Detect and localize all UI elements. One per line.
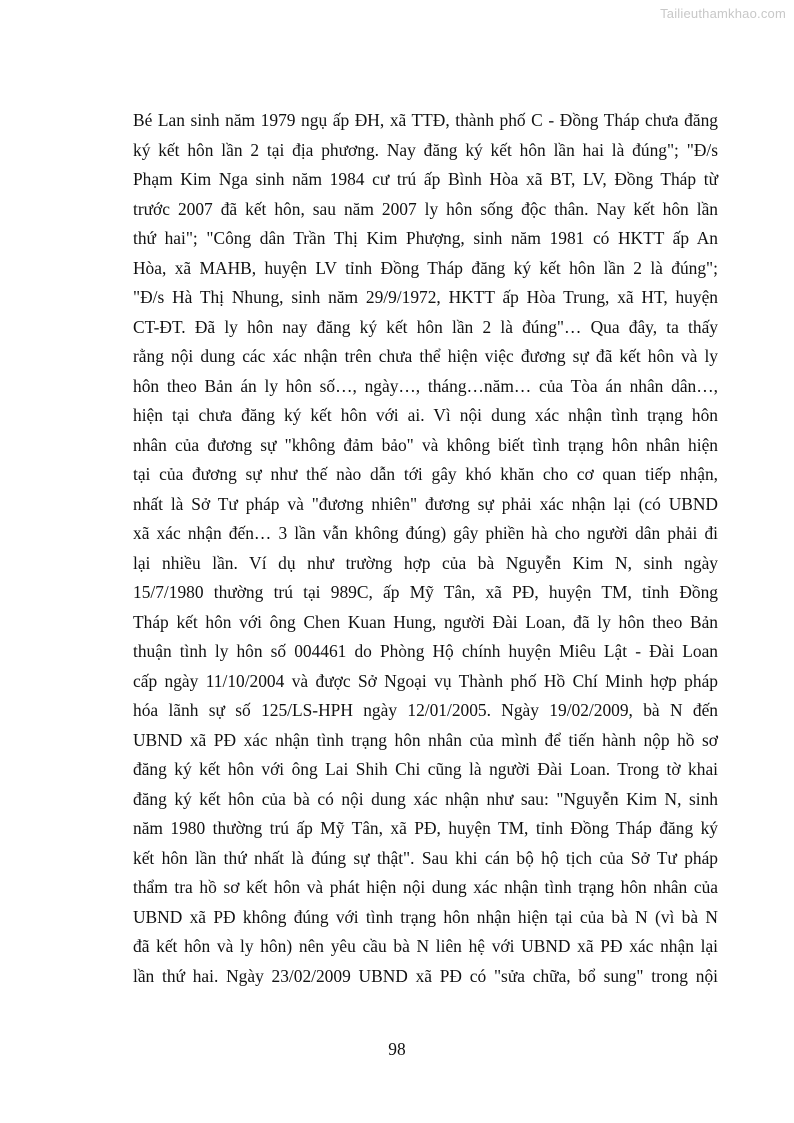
body-text-line: đăng ký kết hôn với ông Lai Shih Chi cũng là người Đài Loan. Trong tờ khai: [133, 759, 718, 779]
body-text-line: nhân của đương sự "không đảm bảo" và không biết tình trạng hôn nhân hiện: [133, 434, 718, 455]
watermark: Tailieuthamkhao.com: [660, 6, 786, 21]
body-text-line: hóa lãnh sự số 125/LS-HPH ngày 12/01/2005. Ngày 19/02/2009, bà N đến: [133, 700, 718, 720]
body-text-line: thẩm tra hồ sơ kết hôn và phát hiện nội dung xác nhận tình trạng hôn nhân của: [133, 877, 718, 897]
body-text-line: Tháp kết hôn với ông Chen Kuan Hung, người Đài Loan, đã ly hôn theo Bản: [133, 611, 718, 632]
body-text-line: rằng nội dung các xác nhận trên chưa thể hiện việc đương sự đã kết hôn và ly: [133, 346, 718, 366]
body-text-line: UBND xã PĐ xác nhận tình trạng hôn nhân của mình để tiến hành nộp hồ sơ: [133, 729, 718, 750]
document-body: [133, 106, 718, 991]
body-text-line: lần thứ hai. Ngày 23/02/2009 UBND xã PĐ có "sửa chữa, bổ sung" trong nội: [133, 965, 718, 986]
body-text-line: Bé Lan sinh năm 1979 ngụ ấp ĐH, xã TTĐ, thành phố C - Đồng Tháp chưa đăng: [133, 110, 718, 130]
body-text-line: xã xác nhận đến… 3 lần vẫn không đúng) gây phiền hà cho người dân phải đi: [133, 523, 718, 543]
body-text-line: kết hôn lần thứ nhất là đúng sự thật". Sau khi cán bộ hộ tịch của Sở Tư pháp: [133, 847, 718, 868]
body-text-line: nhất là Sở Tư pháp và "đương nhiên" đương sự phải xác nhận lại (có UBND: [133, 493, 718, 514]
body-text-line: đăng ký kết hôn của bà có nội dung xác nhận như sau: "Nguyễn Kim N, sinh: [133, 788, 718, 809]
body-text-line: hôn theo Bản án ly hôn số…, ngày…, tháng…năm… của Tòa án nhân dân…,: [133, 375, 718, 396]
body-text-line: Phạm Kim Nga sinh năm 1984 cư trú ấp Bình Hòa xã BT, LV, Đồng Tháp từ: [133, 169, 718, 189]
body-text-line: lại nhiều lần. Ví dụ như trường hợp của bà Nguyễn Kim N, sinh ngày: [133, 552, 718, 573]
body-text-line: 15/7/1980 thường trú tại 989C, ấp Mỹ Tân, xã PĐ, huyện TM, tỉnh Đồng: [133, 582, 718, 602]
body-text-line: Hòa, xã MAHB, huyện LV tỉnh Đồng Tháp đăng ký kết hôn lần 2 là đúng";: [133, 257, 718, 278]
body-text-line: CT-ĐT. Đã ly hôn nay đăng ký kết hôn lần 2 là đúng"… Qua đây, ta thấy: [133, 316, 718, 337]
body-text-line: thứ hai"; "Công dân Trần Thị Kim Phượng, sinh năm 1981 có HKTT ấp An: [133, 228, 718, 248]
body-text-line: năm 1980 thường trú ấp Mỹ Tân, xã PĐ, huyện TM, tỉnh Đồng Tháp đăng ký: [133, 818, 718, 838]
body-text-line: ký kết hôn lần 2 tại địa phương. Nay đăng ký kết hôn lần hai là đúng"; "Đ/s: [133, 139, 718, 160]
body-text-line: hiện tại chưa đăng ký kết hôn với ai. Vì nội dung xác nhận tình trạng hôn: [133, 405, 718, 425]
body-text-line: cấp ngày 11/10/2004 và được Sở Ngoại vụ Thành phố Hồ Chí Minh hợp pháp: [133, 670, 718, 691]
page-number: 98: [388, 1039, 406, 1059]
body-text-line: đã kết hôn và ly hôn) nên yêu cầu bà N liên hệ với UBND xã PĐ xác nhận lại: [133, 936, 718, 956]
body-text-line: UBND xã PĐ không đúng với tình trạng hôn nhận hiện tại của bà N (vì bà N: [133, 906, 718, 927]
body-text-line: trước 2007 đã kết hôn, sau năm 2007 ly hôn sống độc thân. Nay kết hôn lần: [133, 198, 718, 219]
body-text-line: thuận tình ly hôn số 004461 do Phòng Hộ chính huyện Miêu Lật - Đài Loan: [133, 641, 718, 661]
body-text-line: tại của đương sự như thế nào dẫn tới gây khó khăn cho cơ quan tiếp nhận,: [133, 464, 718, 484]
body-text-line: "Đ/s Hà Thị Nhung, sinh năm 29/9/1972, HKTT ấp Hòa Trung, xã HT, huyện: [133, 287, 718, 307]
